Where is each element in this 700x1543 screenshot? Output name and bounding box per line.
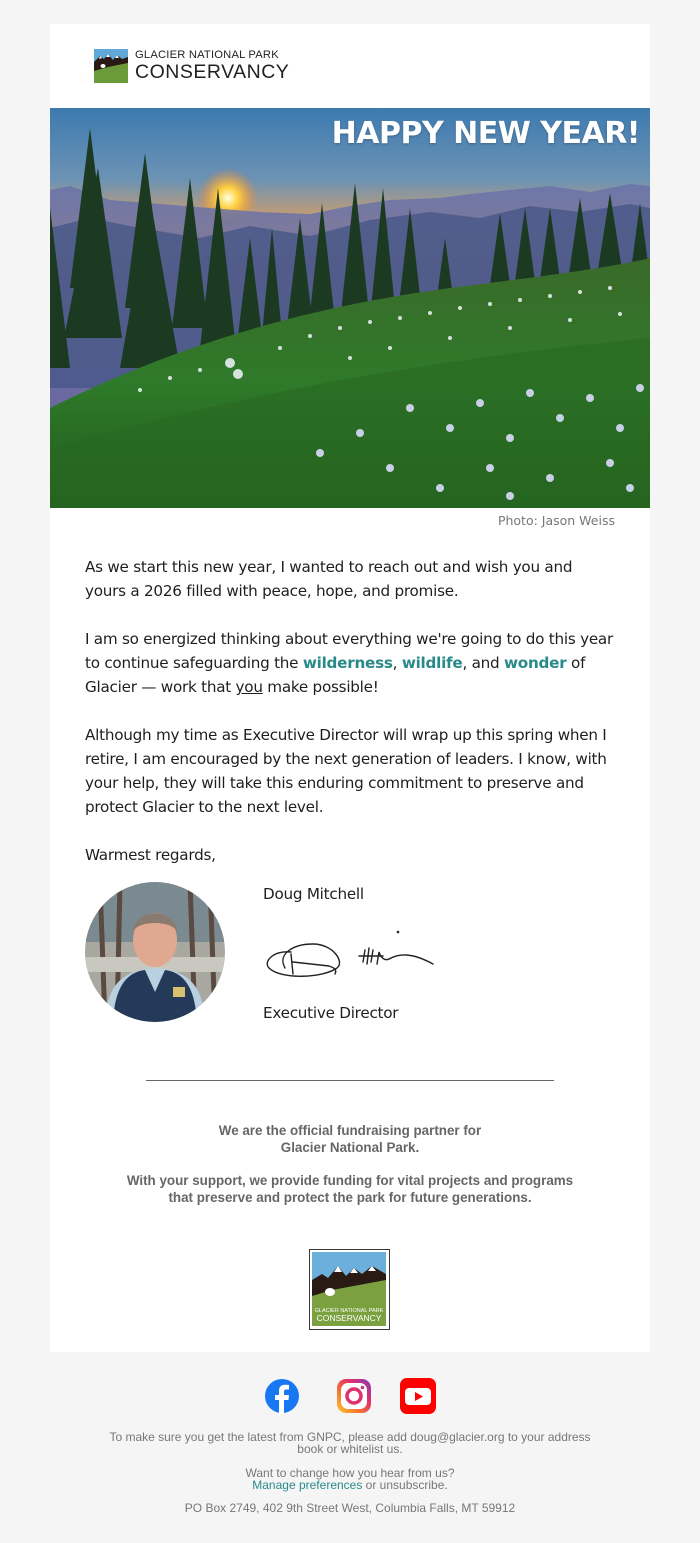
highlight-wilderness: wilderness [302,654,393,672]
unsubscribe-text[interactable]: or unsubscribe. [362,1478,448,1492]
gnpc-footer-logo[interactable] [309,1249,390,1330]
youtube-icon [400,1378,436,1414]
gnpc-logo[interactable] [94,49,289,83]
paragraph-2 [85,627,615,699]
signer-name: Doug Mitchell [263,885,364,903]
hero-image [50,108,650,508]
mailing-address: PO Box 2749, 402 9th Street West, Columbia Falls, MT 59912 [184,1501,516,1515]
text: of Glacier — work that [85,654,586,696]
mission-line1: We are the official fundraising partner for [218,1123,482,1138]
letter-body [85,555,615,891]
closing: Warmest regards, [85,846,216,864]
manage-preferences-link[interactable]: Manage preferences [252,1478,363,1492]
highlight-wildlife: wildlife [401,654,463,672]
mission-line2: Glacier National Park. [280,1140,420,1155]
social-links [0,1378,700,1414]
preferences-block [100,1467,600,1491]
text: make possible! [262,678,379,696]
text: , [392,654,402,672]
signer-portrait [85,882,225,1022]
logo-line1: GLACIER NATIONAL PARK [135,48,279,61]
mission-statement [120,1122,580,1156]
youtube-link[interactable] [400,1378,436,1414]
mission-support: With your support, we provide funding for vital projects and programs that preserve and protect the park for future generations. [126,1173,574,1205]
footer-logo-line1: GLACIER NATIONAL PARK [314,1308,384,1314]
highlight-wonder: wonder [504,654,567,672]
email-card [50,24,650,1352]
photo-credit: Photo: Jason Weiss [497,513,615,528]
whitelist-notice: To make sure you get the latest from GNPC, please add doug@glacier.org to your address book or whitelist us. [109,1430,591,1456]
signer-title: Executive Director [263,1004,399,1022]
instagram-icon [336,1378,372,1414]
paragraph-3: Although my time as Executive Director will wrap up this spring when I retire, I am encouraged by the next generation of leaders. I know, with your help, they will take this enduring commitment to preserve and protect Glacier to the next level. [85,726,607,816]
divider [146,1080,554,1081]
facebook-icon [264,1378,300,1414]
mountain-logo-icon [94,49,128,83]
handwritten-signature-icon [263,922,438,986]
instagram-link[interactable] [336,1378,372,1414]
text: I am so energized thinking about everything we're going to do this year to continue safeguarding the [85,630,613,672]
text: , and [462,654,505,672]
logo-line2: CONSERVANCY [135,60,290,83]
hero-title: HAPPY NEW YEAR! [331,116,640,151]
facebook-link[interactable] [264,1378,300,1414]
underlined-you: you [235,678,263,696]
paragraph-1: As we start this new year, I wanted to reach out and wish you and yours a 2026 filled with peace, hope, and promise. [85,558,573,600]
change-prompt: Want to change how you hear from us? [245,1466,455,1480]
footer-logo-line2: CONSERVANCY [316,1313,382,1323]
